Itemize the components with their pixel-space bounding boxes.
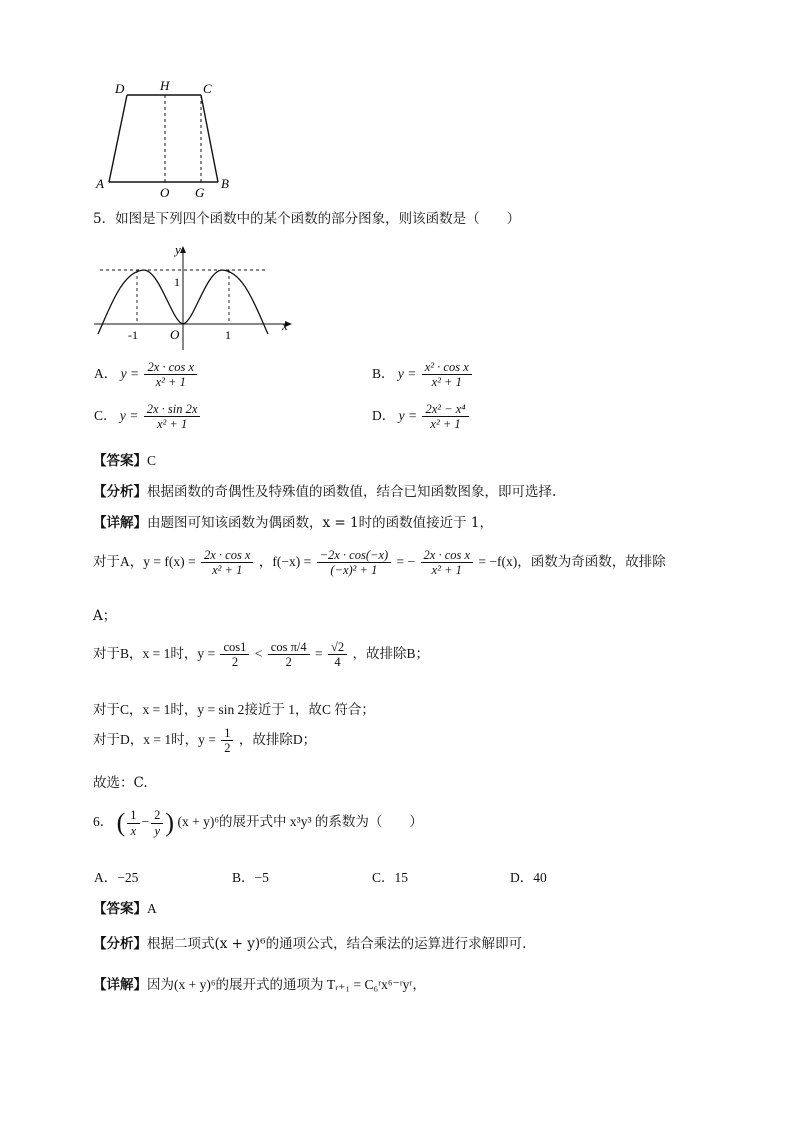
fraction	[220, 640, 249, 670]
option-label: C．	[372, 870, 395, 885]
label-C: C	[203, 81, 212, 96]
option-label: A．	[94, 870, 118, 885]
fraction-numerator: 1	[127, 808, 139, 823]
option-fraction	[422, 402, 468, 432]
text-segment: 对于D，x = 1时，y =	[93, 731, 216, 747]
y-tick-1: 1	[174, 275, 180, 289]
fraction-denominator: x² + 1	[155, 375, 186, 390]
function-graph	[92, 238, 302, 352]
text-segment: = −	[396, 553, 416, 569]
option-y: y =	[398, 407, 418, 423]
fraction-numerator: −2x · cos(−x)	[317, 548, 392, 563]
fraction-denominator: x² + 1	[156, 417, 188, 432]
q6-analysis	[93, 932, 526, 952]
fraction-numerator: 1	[221, 726, 233, 741]
q6-option-D	[510, 866, 547, 886]
analysis-tag: 【分析】	[93, 936, 147, 952]
detail-text: 由题图可知该函数为偶函数，x = 1时的函数值接近于 1，	[147, 515, 493, 531]
q5-analysis	[93, 480, 556, 500]
fraction-numerator: 2x · cos x	[144, 360, 197, 375]
q6-detail	[93, 973, 426, 993]
fraction-denominator: x² + 1	[212, 563, 243, 578]
answer-tag: 【答案】	[93, 901, 147, 917]
option-fraction	[144, 402, 201, 432]
question-number: 6．	[93, 814, 114, 830]
origin-label: O	[170, 327, 180, 342]
detail-tag: 【详解】	[93, 977, 147, 993]
q5-stem: 5．如图是下列四个函数中的某个函数的部分图象，则该函数是（ ）	[93, 211, 521, 227]
x-tick-neg1: -1	[128, 328, 138, 342]
fraction	[328, 640, 347, 670]
fraction-numerator: 2x · cos x	[201, 548, 254, 563]
q5-answer	[93, 449, 156, 469]
text-segment: 对于A，y = f(x) =	[93, 553, 196, 569]
q6-stem	[93, 808, 423, 838]
x-axis-label: x	[282, 318, 288, 333]
fraction-numerator: cos1	[220, 640, 249, 655]
q6-option-B	[232, 866, 269, 886]
fraction	[201, 548, 254, 578]
option-y: y =	[120, 365, 140, 381]
text-segment: ，f(−x) =	[258, 553, 312, 569]
q5-option-D	[372, 402, 471, 432]
text-segment: 对于B，x = 1时，y =	[93, 645, 216, 661]
fraction	[127, 808, 139, 838]
fraction-denominator: (−x)² + 1	[330, 563, 378, 578]
edge-CB	[201, 95, 218, 182]
fraction-numerator: 2x · cos x	[421, 548, 474, 563]
detail-tag: 【详解】	[93, 515, 147, 531]
label-B: B	[221, 176, 229, 191]
option-y: y =	[119, 407, 139, 423]
minus-sign: −	[141, 814, 150, 830]
fraction-denominator: 2	[231, 655, 239, 670]
option-label: B．	[372, 365, 395, 381]
option-label: C．	[94, 407, 117, 423]
q5-conclusion: 故选：C.	[93, 775, 148, 791]
option-value: 15	[394, 870, 409, 885]
q5-option-B	[372, 360, 474, 390]
fraction-denominator: y	[154, 823, 161, 838]
label-D: D	[115, 81, 125, 96]
y-axis-label: y	[175, 242, 181, 257]
text-segment: = −f(x)，函数为奇函数，故排除	[478, 553, 666, 569]
q6-answer	[93, 897, 157, 917]
answer-value: A	[147, 901, 157, 916]
fraction	[221, 726, 233, 756]
q6-option-C	[372, 866, 408, 886]
q5-line-A-tail: A；	[93, 608, 117, 624]
text-segment: =	[314, 645, 323, 661]
analysis-tag: 【分析】	[93, 484, 147, 500]
option-fraction	[422, 360, 472, 390]
stem-tail: (x + y)⁶的展开式中 x³y³ 的系数为（ ）	[177, 814, 423, 830]
text-segment: ，故排除B；	[352, 645, 429, 661]
fraction-denominator: 2	[224, 741, 231, 756]
fraction-denominator: x² + 1	[431, 563, 462, 578]
right-paren: )	[165, 808, 175, 837]
fraction-numerator: 2x² − x⁴	[422, 402, 468, 417]
answer-value: C	[147, 453, 157, 468]
fraction-denominator: x	[130, 823, 137, 838]
text-segment: ，故排除D；	[238, 731, 317, 747]
option-label: D．	[510, 870, 534, 885]
fraction-numerator: x² · cos x	[422, 360, 472, 375]
fraction	[268, 640, 310, 670]
fraction-denominator: x² + 1	[431, 375, 462, 390]
text-segment: <	[254, 645, 263, 661]
edge-AD	[109, 95, 127, 182]
detail-text: 因为(x + y)⁶的展开式的通项为 Tᵣ₊₁ = C₆ʳx⁶⁻ʳyʳ，	[147, 977, 426, 992]
option-value: −25	[117, 870, 139, 885]
option-label: D．	[372, 407, 396, 423]
answer-tag: 【答案】	[93, 453, 147, 469]
analysis-text: 根据函数的奇偶性及特殊值的函数值，结合已知函数图象，即可选择.	[147, 484, 557, 500]
fraction-denominator: 2	[285, 655, 292, 670]
q5-detail-line1	[93, 511, 493, 531]
fraction	[421, 548, 474, 578]
option-label: A．	[94, 365, 118, 381]
q5-option-A	[94, 360, 199, 390]
fraction-numerator: √2	[328, 640, 347, 655]
fraction-denominator: x² + 1	[430, 417, 461, 432]
trapezoid-figure	[90, 76, 240, 200]
fraction-numerator: 2	[151, 808, 163, 823]
left-paren: (	[116, 808, 126, 837]
q5-line-B	[93, 640, 429, 670]
fraction-numerator: cos π/4	[268, 640, 310, 655]
x-tick-pos1: 1	[225, 328, 231, 342]
q6-option-A	[94, 866, 138, 886]
y-axis-arrow	[180, 246, 186, 253]
label-O: O	[160, 185, 170, 200]
fraction-numerator: 2x · sin 2x	[144, 402, 201, 417]
analysis-text: 根据二项式(x + y)⁶的通项公式，结合乘法的运算进行求解即可.	[147, 936, 527, 952]
q5-line-D	[93, 726, 316, 756]
option-value: −5	[254, 870, 269, 885]
fraction	[151, 808, 163, 838]
option-y: y =	[397, 365, 417, 381]
option-label: B．	[232, 870, 255, 885]
q5-line-A	[93, 548, 666, 578]
q5-option-C	[94, 402, 202, 432]
label-G: G	[195, 185, 205, 200]
label-H: H	[160, 78, 170, 93]
fraction	[317, 548, 392, 578]
option-value: 40	[533, 870, 547, 885]
fraction-denominator: 4	[334, 655, 341, 670]
label-A: A	[96, 176, 104, 191]
q5-line-C: 对于C，x = 1时，y = sin 2接近于 1，故C 符合；	[93, 702, 375, 717]
option-fraction	[144, 360, 197, 390]
